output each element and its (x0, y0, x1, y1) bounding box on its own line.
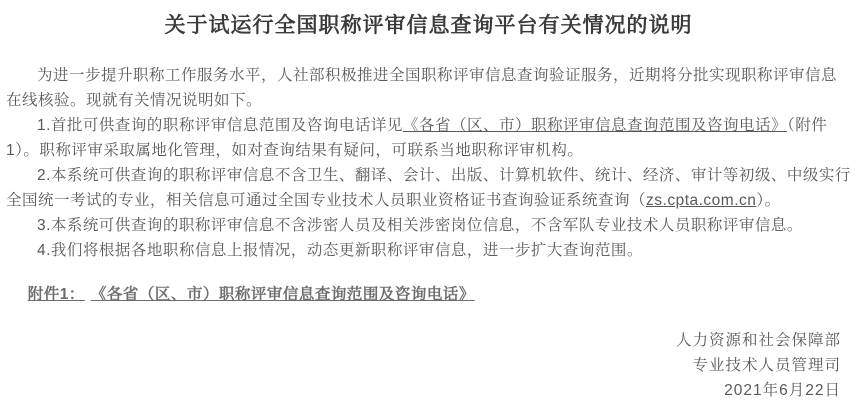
item-2-text-after: ）。 (756, 192, 781, 209)
attachment-label: 附件1： (27, 286, 85, 303)
cpta-system-link[interactable]: zs.cpta.com.cn (646, 192, 757, 209)
signature-date: 2021年6月22日 (724, 382, 841, 399)
list-item-3: 3.本系统可供查询的职称评审信息不含涉密人员及相关涉密岗位信息，不含军队专业技术人员职称评审信息。 (37, 217, 803, 234)
item-1-text-before: 1.首批可供查询的职称评审信息范围及咨询电话详见 (37, 117, 403, 134)
query-scope-inline-link[interactable]: 《各省（区、市）职称评审信息查询范围及咨询电话》 (402, 117, 787, 134)
item-2-text-before: 2.本系统可供查询的职称评审信息不含卫生、翻译、会计、出版、计算机软件、统计、经济、审计等初级、中级实行全国统一考试的专业，相关信息可通过全国专业技术人员职业资格证书查询验证系统查询（ (6, 167, 851, 209)
attachment-line (6, 282, 851, 307)
signature-org: 人力资源和社会保障部 (675, 332, 841, 349)
list-item-2 (6, 163, 851, 213)
attachment-link-text: 《各省（区、市）职称评审信息查询范围及咨询电话》 (90, 286, 475, 303)
page-title: 关于试运行全国职称评审信息查询平台有关情况的说明 (164, 14, 693, 37)
list-item-1 (6, 113, 851, 163)
intro-paragraph: 为进一步提升职称工作服务水平，人社部积极推进全国职称评审信息查询验证服务，近期将分批实现职称评审信息在线核验。现就有关情况说明如下。 (6, 67, 838, 109)
signature-dept: 专业技术人员管理司 (692, 357, 841, 374)
list-item-4: 4.我们将根据各地职称信息上报情况，动态更新职称评审信息，进一步扩大查询范围。 (37, 242, 643, 259)
document-body (6, 63, 851, 263)
item-1-text-after: （附件1）。职称评审采取属地化管理，如对查询结果有疑问，可联系当地职称评审机构。 (6, 117, 828, 159)
signature-block (6, 328, 851, 403)
attachment-1-link[interactable] (28, 286, 475, 303)
